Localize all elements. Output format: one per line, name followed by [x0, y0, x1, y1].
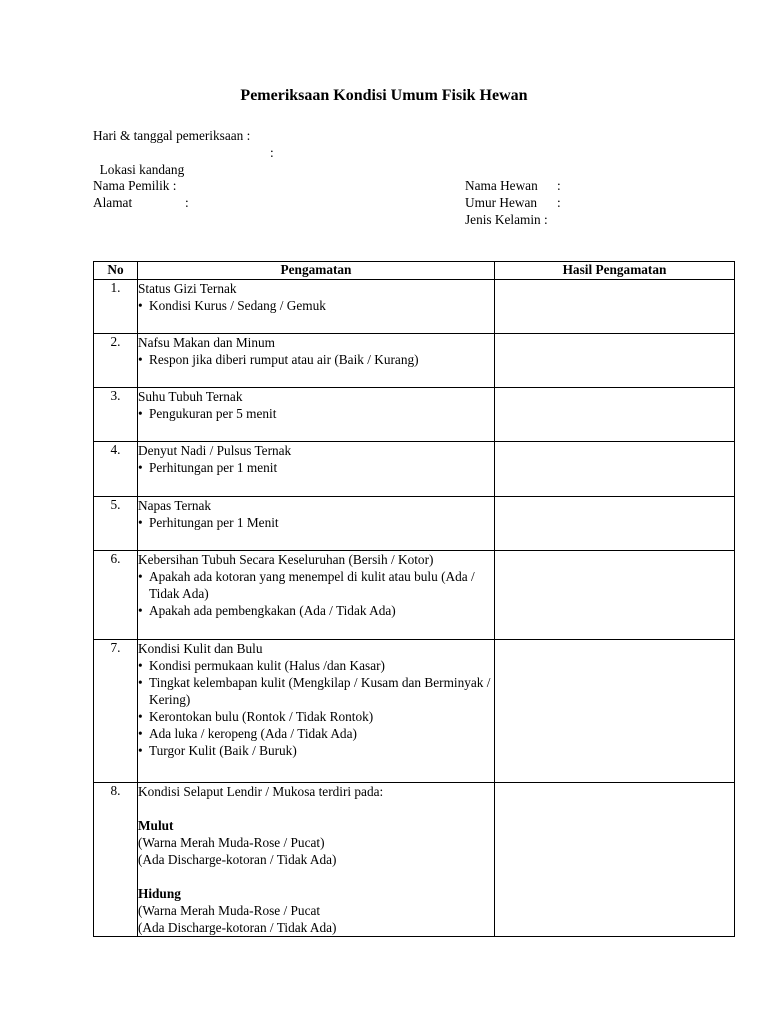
result-cell[interactable] [495, 640, 735, 783]
lokasi-kandang-colon: : [270, 145, 274, 160]
nama-pemilik-label: Nama Pemilik : [93, 178, 177, 193]
page-title: Pemeriksaan Kondisi Umum Fisik Hewan [240, 87, 528, 104]
row-number: 3. [94, 388, 138, 442]
observation-bullet: • Tingkat kelembapan kulit (Mengkilap / Kusam dan Berminyak / Kering) [138, 674, 494, 708]
result-cell[interactable] [495, 497, 735, 551]
observation-cell [138, 442, 495, 497]
observation-cell [138, 388, 495, 442]
observation-bullet: • Perhitungan per 1 menit [138, 459, 494, 476]
table-row [94, 388, 735, 442]
result-cell[interactable] [495, 783, 735, 937]
row-number: 4. [94, 442, 138, 497]
hidung-label: Hidung [138, 886, 181, 901]
mulut-label: Mulut [138, 818, 174, 833]
observation-bullet: • Apakah ada pembengkakan (Ada / Tidak Ada) [138, 602, 494, 619]
result-cell[interactable] [495, 442, 735, 497]
hari-tanggal-label: Hari & tanggal pemeriksaan : [93, 128, 251, 143]
spacer [138, 800, 494, 817]
table-row [94, 497, 735, 551]
observation-bullet: • Turgor Kulit (Baik / Buruk) [138, 742, 494, 759]
umur-hewan-colon: : [557, 195, 561, 210]
table-row [94, 442, 735, 497]
observation-title: Status Gizi Ternak [138, 281, 237, 296]
result-cell[interactable] [495, 551, 735, 640]
observation-bullet: • Pengukuran per 5 menit [138, 405, 494, 422]
mulut-line: (Warna Merah Muda-Rose / Pucat) [138, 835, 325, 850]
observation-cell [138, 640, 495, 783]
table-row [94, 551, 735, 640]
alamat-colon: : [185, 195, 189, 210]
observation-bullet: • Respon jika diberi rumput atau air (Baik / Kurang) [138, 351, 494, 368]
observation-title: Kebersihan Tubuh Secara Keseluruhan (Bersih / Kotor) [138, 552, 434, 567]
observation-cell [138, 334, 495, 388]
result-cell[interactable] [495, 280, 735, 334]
observation-title: Kondisi Kulit dan Bulu [138, 641, 263, 656]
row-number: 2. [94, 334, 138, 388]
nama-hewan-colon: : [557, 178, 561, 193]
observation-table [93, 261, 735, 937]
observation-title: Kondisi Selaput Lendir / Mukosa terdiri pada: [138, 784, 384, 799]
result-cell[interactable] [495, 334, 735, 388]
row-number: 8. [94, 783, 138, 937]
row-number: 6. [94, 551, 138, 640]
observation-bullet: • Kerontokan bulu (Rontok / Tidak Rontok) [138, 708, 494, 725]
table-row [94, 783, 735, 937]
mulut-line: (Ada Discharge-kotoran / Tidak Ada) [138, 852, 337, 867]
result-cell[interactable] [495, 388, 735, 442]
header-hasil: Hasil Pengamatan [495, 262, 735, 280]
header-pengamatan: Pengamatan [138, 262, 495, 280]
observation-cell [138, 783, 495, 937]
observation-bullet: • Kondisi Kurus / Sedang / Gemuk [138, 297, 494, 314]
hidung-line: (Ada Discharge-kotoran / Tidak Ada) [138, 920, 337, 935]
row-number: 7. [94, 640, 138, 783]
table-header-row [94, 262, 735, 280]
observation-cell [138, 497, 495, 551]
row-number: 1. [94, 280, 138, 334]
observation-title: Nafsu Makan dan Minum [138, 335, 276, 350]
umur-hewan-label: Umur Hewan [465, 195, 538, 210]
observation-cell [138, 280, 495, 334]
spacer [138, 868, 494, 885]
observation-cell [138, 551, 495, 640]
observation-bullet: • Perhitungan per 1 Menit [138, 514, 494, 531]
row-number: 5. [94, 497, 138, 551]
observation-title: Denyut Nadi / Pulsus Ternak [138, 443, 292, 458]
table-row [94, 640, 735, 783]
table-row [94, 280, 735, 334]
observation-bullet: • Kondisi permukaan kulit (Halus /dan Kasar) [138, 657, 494, 674]
jenis-kelamin-label: Jenis Kelamin : [465, 212, 548, 227]
lokasi-kandang-label: Lokasi kandang [99, 162, 185, 177]
observation-title: Napas Ternak [138, 498, 212, 513]
observation-title: Suhu Tubuh Ternak [138, 389, 243, 404]
observation-bullet: • Ada luka / keropeng (Ada / Tidak Ada) [138, 725, 494, 742]
alamat-label: Alamat [93, 195, 133, 210]
header-no: No [94, 262, 138, 280]
nama-hewan-label: Nama Hewan [465, 178, 538, 193]
observation-bullet: • Apakah ada kotoran yang menempel di kulit atau bulu (Ada / Tidak Ada) [138, 568, 494, 602]
table-row [94, 334, 735, 388]
lokasi-kandang-row [93, 144, 184, 178]
hidung-line: (Warna Merah Muda-Rose / Pucat [138, 903, 321, 918]
